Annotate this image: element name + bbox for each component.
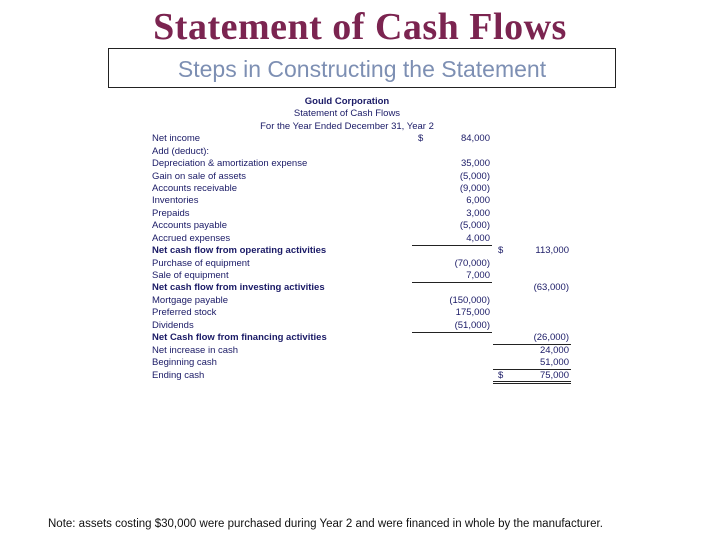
row-label: Depreciation & amortization expense xyxy=(152,158,308,170)
statement-row xyxy=(150,357,580,369)
row-label: Ending cash xyxy=(152,369,205,381)
row-label: Dividends xyxy=(152,319,194,331)
dollar-sign: $ xyxy=(498,369,504,381)
row-label: Accounts payable xyxy=(152,220,227,232)
amount-detail: 7,000 xyxy=(466,270,490,282)
row-label: Sale of equipment xyxy=(152,270,229,282)
amount-detail: 6,000 xyxy=(466,195,490,207)
row-label: Add (deduct): xyxy=(152,145,210,157)
row-label: Accrued expenses xyxy=(152,232,231,244)
amount-detail: 175,000 xyxy=(455,307,490,319)
footnote: Note: assets costing $30,000 were purchased during Year 2 and were financed in whole by the manufacturer. xyxy=(48,518,603,530)
statement-name: Statement of Cash Flows xyxy=(293,108,401,120)
statement-row xyxy=(150,133,580,145)
company-name: Gould Corporation xyxy=(304,96,390,107)
amount-detail: (9,000) xyxy=(459,182,490,194)
statement-row xyxy=(150,307,580,319)
amount-detail: (70,000) xyxy=(454,257,490,269)
amount-total: 113,000 xyxy=(535,245,569,257)
row-label: Net cash flow from investing activities xyxy=(152,282,325,294)
slide-subtitle: Steps in Constructing the Statement xyxy=(108,48,616,88)
row-label: Preferred stock xyxy=(152,307,217,319)
amount-total: 75,000 xyxy=(539,369,569,381)
statement-row xyxy=(150,332,580,344)
row-label: Mortgage payable xyxy=(152,294,229,306)
double-underline xyxy=(493,381,571,384)
statement-period: For the Year Ended December 31, Year 2 xyxy=(260,120,434,132)
amount-detail: (5,000) xyxy=(459,170,490,182)
slide-title: Statement of Cash Flows xyxy=(153,6,567,48)
statement-row xyxy=(150,270,580,282)
amount-detail: 4,000 xyxy=(466,232,490,244)
amount-detail: 84,000 xyxy=(460,133,490,145)
statement-row xyxy=(150,208,580,220)
amount-total: 24,000 xyxy=(539,344,569,356)
statement-row xyxy=(150,233,580,245)
row-label: Purchase of equipment xyxy=(152,257,250,269)
amount-total: (26,000) xyxy=(533,332,569,344)
dollar-sign: $ xyxy=(418,133,424,145)
row-label: Net income xyxy=(152,133,201,145)
amount-detail: (150,000) xyxy=(449,294,490,306)
cash-flow-statement xyxy=(150,96,580,382)
amount-total: (63,000) xyxy=(533,282,569,294)
statement-row xyxy=(150,282,580,294)
statement-row xyxy=(150,220,580,232)
row-label: Net increase in cash xyxy=(152,344,239,356)
row-label: Prepaids xyxy=(152,207,190,219)
row-label: Net Cash flow from financing activities xyxy=(152,332,327,344)
statement-row xyxy=(150,158,580,170)
row-label: Gain on sale of assets xyxy=(152,170,246,182)
amount-detail: (5,000) xyxy=(459,220,490,232)
statement-row xyxy=(150,345,580,357)
statement-rows xyxy=(150,133,580,382)
amount-total: 51,000 xyxy=(539,357,569,369)
amount-detail: (51,000) xyxy=(454,319,490,331)
row-label: Inventories xyxy=(152,195,199,207)
statement-row xyxy=(150,258,580,270)
statement-row xyxy=(150,245,580,257)
statement-row xyxy=(150,146,580,158)
dollar-sign: $ xyxy=(498,245,504,257)
statement-row xyxy=(150,320,580,332)
statement-row xyxy=(150,370,580,382)
amount-detail: 3,000 xyxy=(466,207,490,219)
statement-row xyxy=(150,295,580,307)
row-label: Net cash flow from operating activities xyxy=(152,245,327,257)
amount-detail: 35,000 xyxy=(460,158,490,170)
row-label: Accounts receivable xyxy=(152,182,238,194)
row-label: Beginning cash xyxy=(152,357,217,369)
statement-row xyxy=(150,171,580,183)
statement-row xyxy=(150,195,580,207)
statement-row xyxy=(150,183,580,195)
